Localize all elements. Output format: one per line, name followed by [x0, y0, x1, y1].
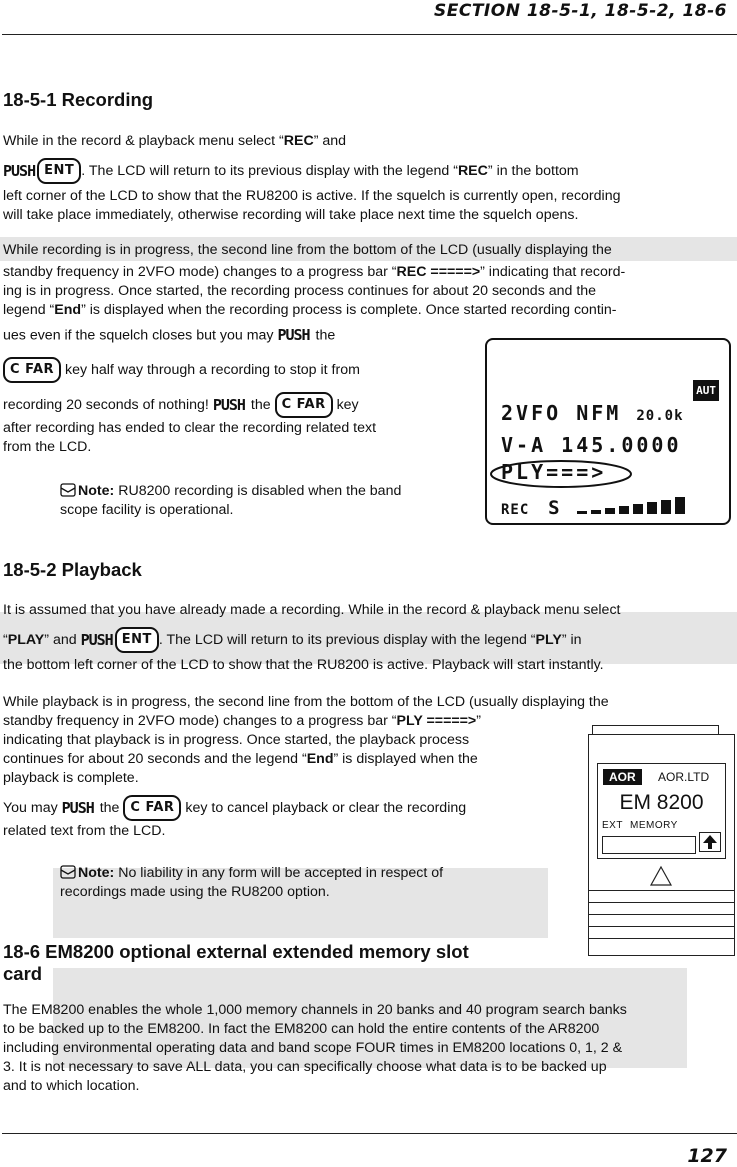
- cfar-key-icon: C FAR: [123, 795, 181, 821]
- push-icon: PUSH: [61, 798, 94, 817]
- grip-line: [589, 926, 734, 927]
- aut-badge: AUT: [693, 380, 719, 401]
- push-icon: PUSH: [277, 326, 310, 344]
- em8200-text-line: 3. It is not necessary to save ALL data, you can specifically choose what data is to be backed up: [3, 1059, 607, 1075]
- lcd-row-frequency: V-A 145.0000: [501, 433, 682, 457]
- recording-text-line: legend “End” is displayed when the recording process is complete. Once started recording contin-: [3, 302, 617, 318]
- playback-text-line: related text from the LCD.: [3, 823, 166, 839]
- recording-text-line: PUSH ENT . The LCD will return to its previous display with the legend “REC” in the bottom: [3, 158, 719, 184]
- recording-note: Note: RU8200 recording is disabled when the band: [60, 482, 401, 501]
- em8200-text-line: and to which location.: [3, 1078, 140, 1094]
- em8200-card: [588, 734, 735, 956]
- lcd-row-mode: 2VFO NFM 20.0k: [501, 401, 684, 425]
- lcd-display: [485, 338, 731, 525]
- signal-meter: [577, 494, 707, 516]
- playback-text-line: While playback is in progress, the second line from the bottom of the LCD (usually displaying the: [3, 694, 609, 710]
- playback-text-line: It is assumed that you have already made a recording. While in the record & playback menu select: [3, 602, 621, 618]
- ent-key-icon: ENT: [37, 158, 81, 184]
- grip-line: [589, 914, 734, 915]
- playback-text-line: playback is complete.: [3, 770, 139, 786]
- section-heading-recording: 18-5-1 Recording: [3, 89, 154, 110]
- em8200-model: EM 8200: [619, 791, 704, 814]
- recording-text-line: will take place immediately, otherwise recording will take place next time the squelch opens.: [3, 207, 579, 223]
- cfar-key-icon: C FAR: [275, 392, 333, 418]
- recording-text-line: standby frequency in 2VFO mode) changes to a progress bar “REC =====>” indicating that record-: [3, 264, 626, 280]
- playback-note: Note: No liability in any form will be accepted in respect of: [60, 864, 443, 883]
- recording-text-line: ing is in progress. Once started, the recording process continues for about 20 seconds and the: [3, 283, 597, 299]
- header-rule: [2, 34, 737, 35]
- lcd-row-progress: PLY===>: [501, 460, 607, 484]
- cfar-key-icon: C FAR: [3, 357, 61, 383]
- note-icon: [60, 483, 76, 497]
- em8200-text-line: including environmental operating data and band scope FOUR times in EM8200 locations 0, 1, 2 &: [3, 1040, 623, 1056]
- playback-text-line: continues for about 20 seconds and the legend “End” is displayed when the: [3, 751, 478, 767]
- section-heading-em8200: 18-6 EM8200 optional external extended memory slot: [3, 941, 469, 962]
- note-icon: [60, 865, 76, 879]
- page-number: 127: [687, 1145, 727, 1167]
- lcd-highlight-ellipse: [489, 458, 637, 490]
- em8200-text-line: to be backed up to the EM8200. In fact the EM8200 can hold the entire contents of the AR8200: [3, 1021, 600, 1037]
- grip-line: [589, 890, 734, 891]
- playback-text-line: standby frequency in 2VFO mode) changes to a progress bar “PLY =====>”: [3, 713, 481, 729]
- em8200-label-panel: [597, 763, 726, 859]
- playback-text-line: You may PUSH the C FAR key to cancel playback or clear the recording: [3, 795, 466, 821]
- push-icon: PUSH: [3, 161, 36, 180]
- playback-note-line: recordings made using the RU8200 option.: [60, 884, 330, 900]
- em8200-memory: MEMORY: [630, 820, 678, 831]
- warning-triangle-icon: [649, 865, 673, 887]
- recording-text-line: after recording has ended to clear the recording related text: [3, 420, 377, 436]
- lcd-row-status: REC S: [501, 497, 561, 519]
- recording-text-line: recording 20 seconds of nothing! PUSH the C FAR key: [3, 392, 359, 418]
- em8200-slot: [602, 836, 696, 854]
- em8200-brand: AOR.LTD: [658, 770, 710, 784]
- recording-note-line: scope facility is operational.: [60, 502, 234, 518]
- recording-text-line: ues even if the squelch closes but you may PUSH the: [3, 326, 336, 344]
- section-header: SECTION 18-5-1, 18-5-2, 18-6: [434, 1, 727, 21]
- aor-logo: AOR: [603, 769, 642, 785]
- recording-text-line: While in the record & playback menu select “REC” and: [3, 133, 347, 149]
- push-icon: PUSH: [80, 630, 113, 649]
- recording-text-line: left corner of the LCD to show that the RU8200 is active. If the squelch is currently open, recording: [3, 188, 621, 204]
- playback-text-line: “PLAY” and PUSH ENT . The LCD will return to its previous display with the legend “PLY” in: [3, 627, 582, 653]
- grip-line: [589, 938, 734, 939]
- em8200-text-line: The EM8200 enables the whole 1,000 memory channels in 20 banks and 40 program search banks: [3, 1002, 627, 1018]
- footer-rule: [2, 1133, 737, 1134]
- section-heading-em8200-cont: card: [3, 963, 43, 984]
- recording-text-line: C FAR key half way through a recording to stop it from: [3, 357, 360, 383]
- grip-line: [589, 902, 734, 903]
- recording-text-line: from the LCD.: [3, 439, 92, 455]
- eject-icon: [699, 832, 721, 852]
- em8200-ext: EXT: [602, 820, 623, 831]
- section-heading-playback: 18-5-2 Playback: [3, 559, 142, 580]
- recording-text-line: While recording is in progress, the second line from the bottom of the LCD (usually displaying the: [3, 242, 612, 258]
- ent-key-icon: ENT: [115, 627, 159, 653]
- playback-text-line: indicating that playback is in progress. Once started, the playback process: [3, 732, 470, 748]
- playback-text-line: the bottom left corner of the LCD to show that the RU8200 is active. Playback will start instantly.: [3, 657, 604, 673]
- push-icon: PUSH: [212, 395, 245, 414]
